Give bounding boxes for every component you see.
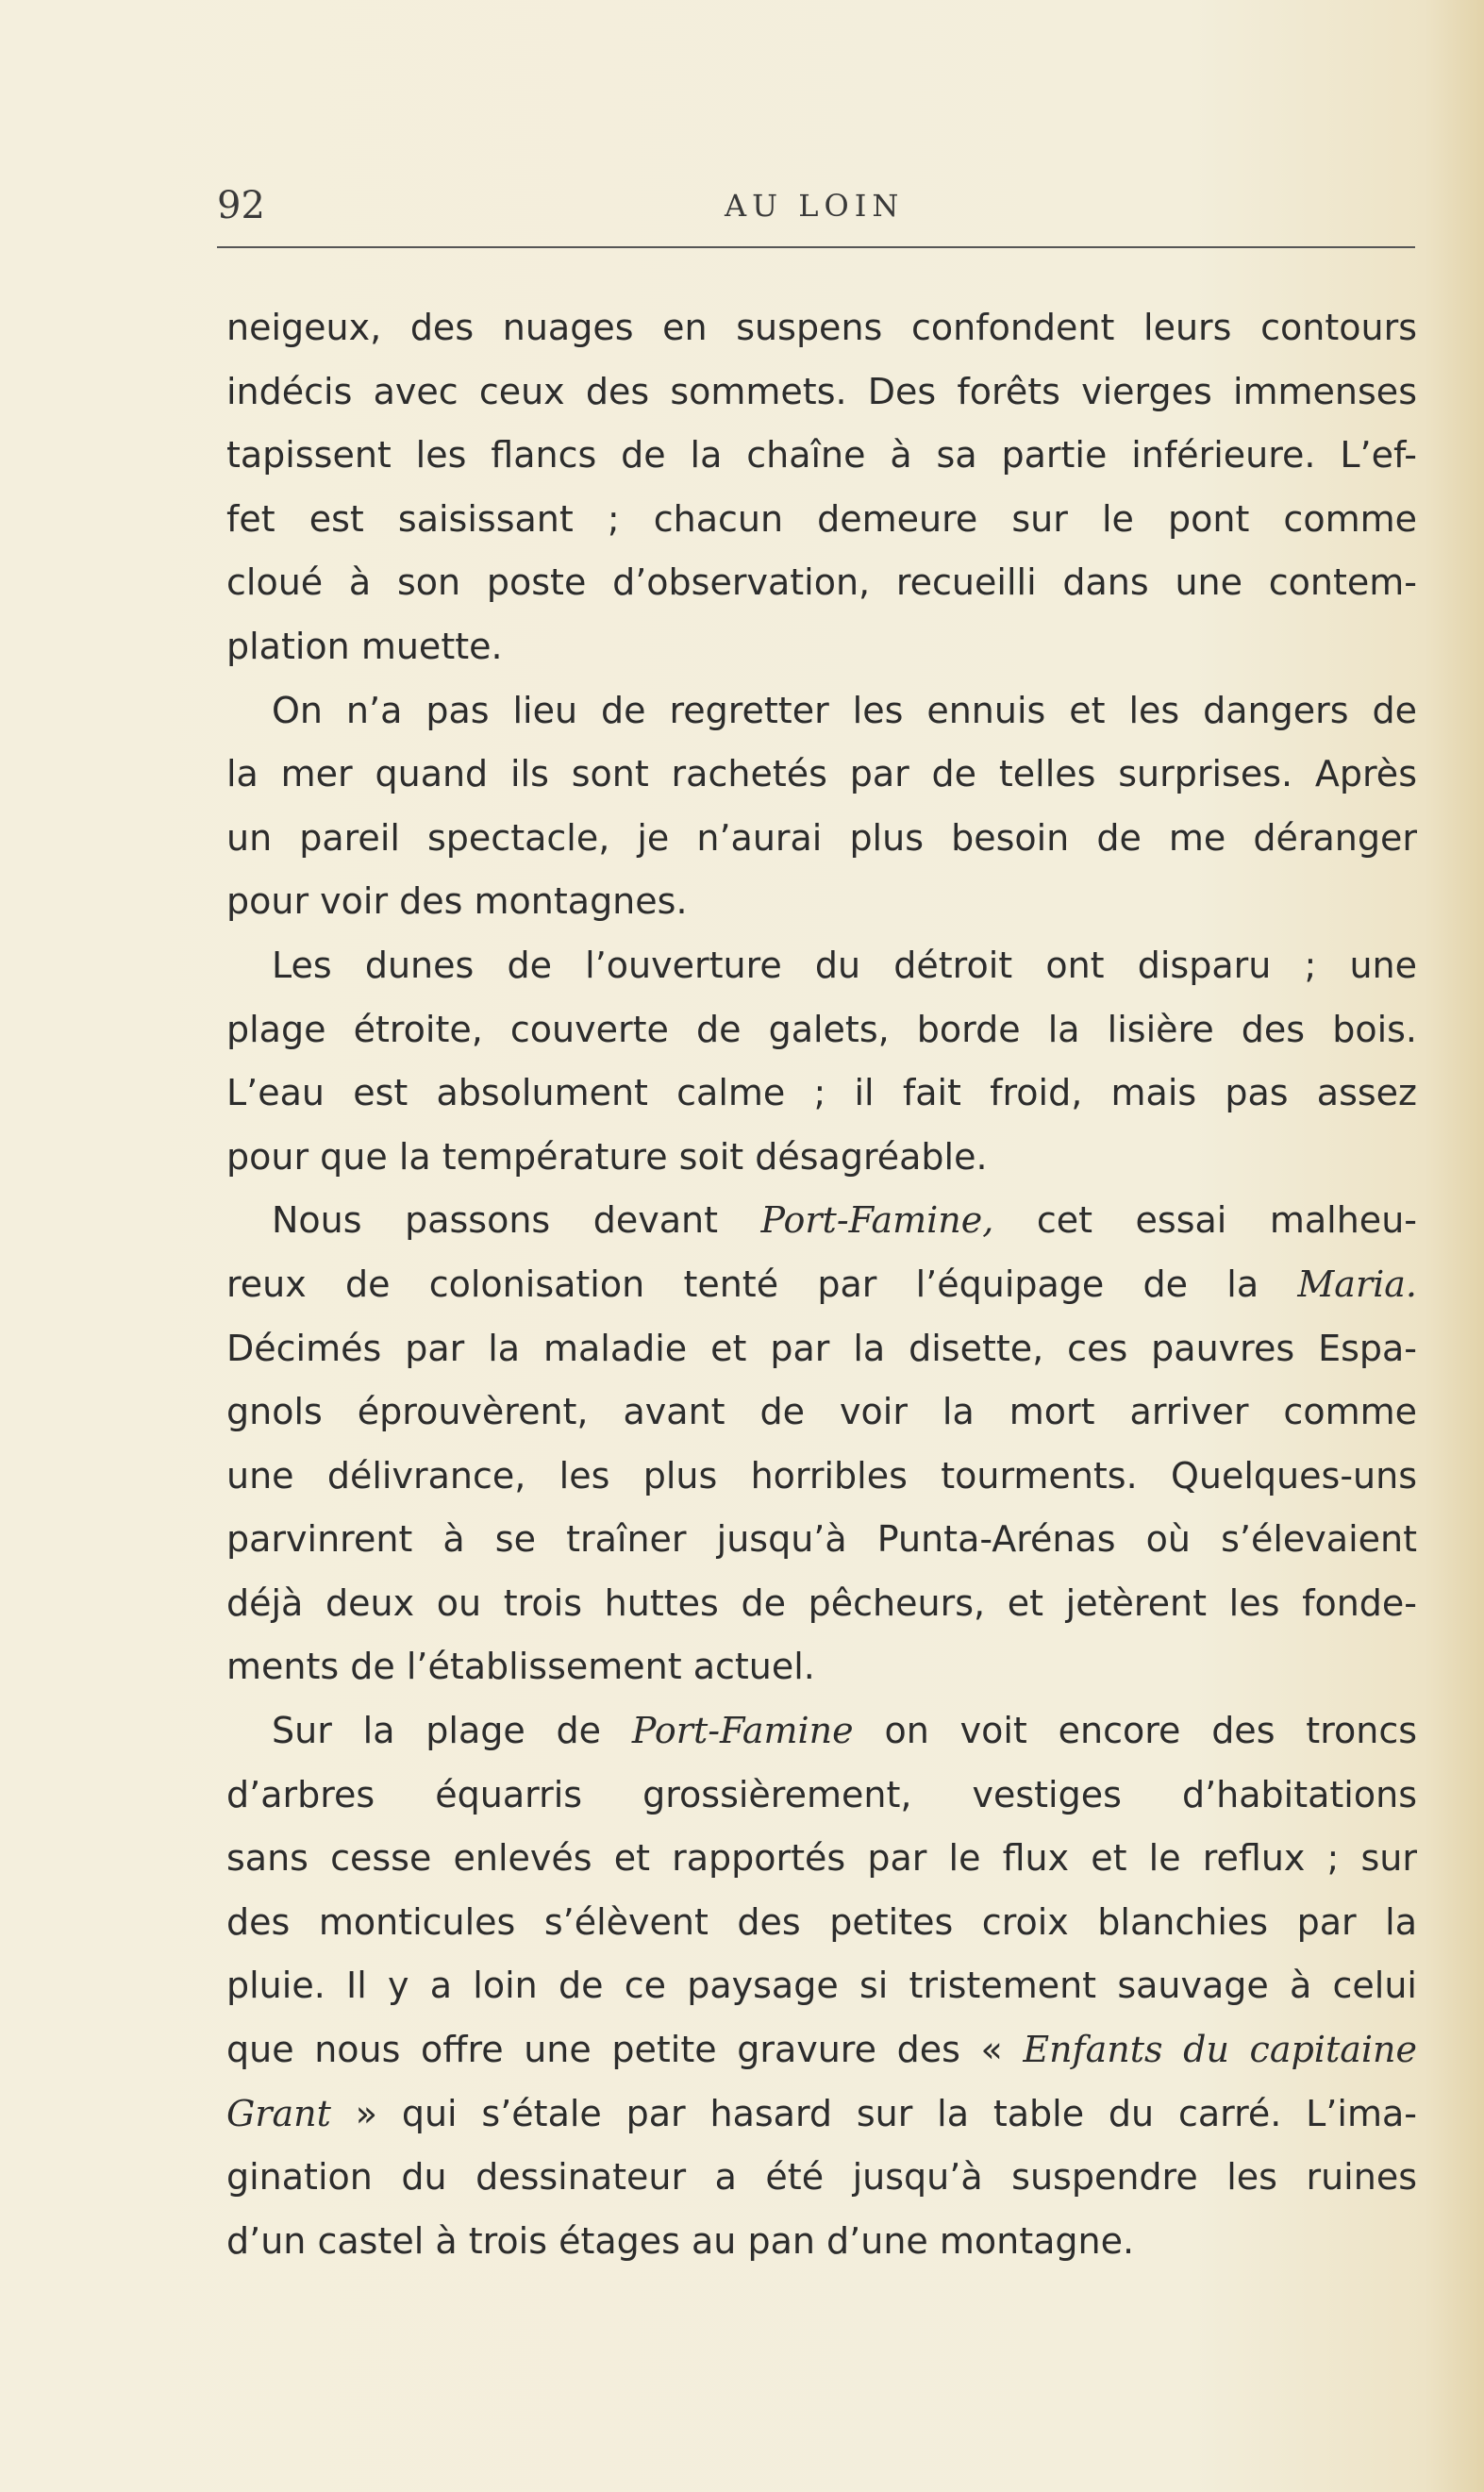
text-line: un pareil spectacle, je n’aurai plus besoin de me déranger [226, 816, 1417, 859]
text-line: pluie. Il y a loin de ce paysage si tristement sauvage à celui [226, 1965, 1417, 2007]
text-line: gination du dessinateur a été jusqu’à suspendre les ruines [226, 2156, 1417, 2199]
text-line: On n’a pas lieu de regretter les ennuis et les dangers de [272, 689, 1417, 731]
text-line [226, 2082, 1417, 2147]
italic-segment: Maria. [1297, 1263, 1417, 1305]
text-line: tapissent les flancs de la chaîne à sa partie inférieure. L’ef- [226, 434, 1417, 477]
text-line: plage étroite, couverte de galets, borde la lisière des bois. [226, 1008, 1417, 1050]
page-header [0, 177, 1484, 234]
text-line: neigeux, des nuages en suspens confondent leurs contours [226, 307, 1417, 348]
text-segment: Nous passons devant [272, 1199, 761, 1242]
italic-segment: Port-Famine [631, 1710, 854, 1752]
running-title: AU LOIN [725, 188, 905, 224]
text-line: cloué à son poste d’observation, recueilli dans une contem- [226, 561, 1417, 604]
italic-segment: Port-Famine, [760, 1199, 994, 1242]
text-line: ments de l’établissement actuel. [226, 1646, 815, 1688]
text-line: d’arbres équarris grossièrement, vestiges d’habitations [226, 1773, 1417, 1815]
italic-segment: Grant [226, 2092, 331, 2134]
text-line: déjà deux ou trois huttes de pêcheurs, et jetèrent les fonde- [226, 1581, 1417, 1624]
text-line: fet est saisissant ; chacun demeure sur le pont comme [226, 497, 1417, 540]
page-number: 92 [217, 184, 265, 227]
text-line: des monticules s’élèvent des petites croix blanchies par la [226, 1900, 1417, 1943]
text-line: L’eau est absolument calme ; il fait froid, mais pas assez [226, 1072, 1417, 1114]
text-segment: Sur la plage de [272, 1710, 632, 1752]
text-line: sans cesse enlevés et rapportés par le flux et le reflux ; sur [226, 1837, 1417, 1880]
italic-segment: Enfants du capitaine [1023, 2029, 1417, 2071]
text-line: Décimés par la maladie et par la disette, ces pauvres Espa- [226, 1327, 1417, 1369]
header-rule [217, 246, 1415, 248]
text-line: pour voir des montagnes. [226, 880, 688, 923]
text-line: une délivrance, les plus horribles tourments. Quelques-uns [226, 1454, 1417, 1497]
text-line: Les dunes de l’ouverture du détroit ont disparu ; une [272, 944, 1417, 986]
text-line: parvinrent à se traîner jusqu’à Punta-Arénas où s’élevaient [226, 1518, 1417, 1561]
text-segment: on voit encore des troncs [853, 1710, 1418, 1752]
text-line: d’un castel à trois étages au pan d’une montagne. [226, 2219, 1135, 2262]
text-segment: » qui s’étale par hasard sur la table du carré. L’ima- [330, 2092, 1417, 2134]
text-segment: reux de colonisation tenté par l’équipage de la [226, 1263, 1298, 1305]
body-text [226, 296, 1417, 2273]
text-line [226, 1253, 1417, 1317]
text-line [226, 1699, 1417, 1764]
text-line: indécis avec ceux des sommets. Des forêts vierges immenses [226, 370, 1417, 412]
text-segment: que nous offre une petite gravure des « [226, 2029, 1024, 2071]
text-line: pour que la température soit désagréable. [226, 1135, 988, 1178]
text-segment: cet essai malheu- [993, 1199, 1417, 1242]
text-line [226, 1189, 1417, 1253]
text-line: la mer quand ils sont rachetés par de telles surprises. Après [226, 753, 1417, 795]
text-line [226, 2018, 1417, 2082]
text-line: gnols éprouvèrent, avant de voir la mort arriver comme [226, 1391, 1417, 1433]
text-line: plation muette. [226, 625, 503, 667]
